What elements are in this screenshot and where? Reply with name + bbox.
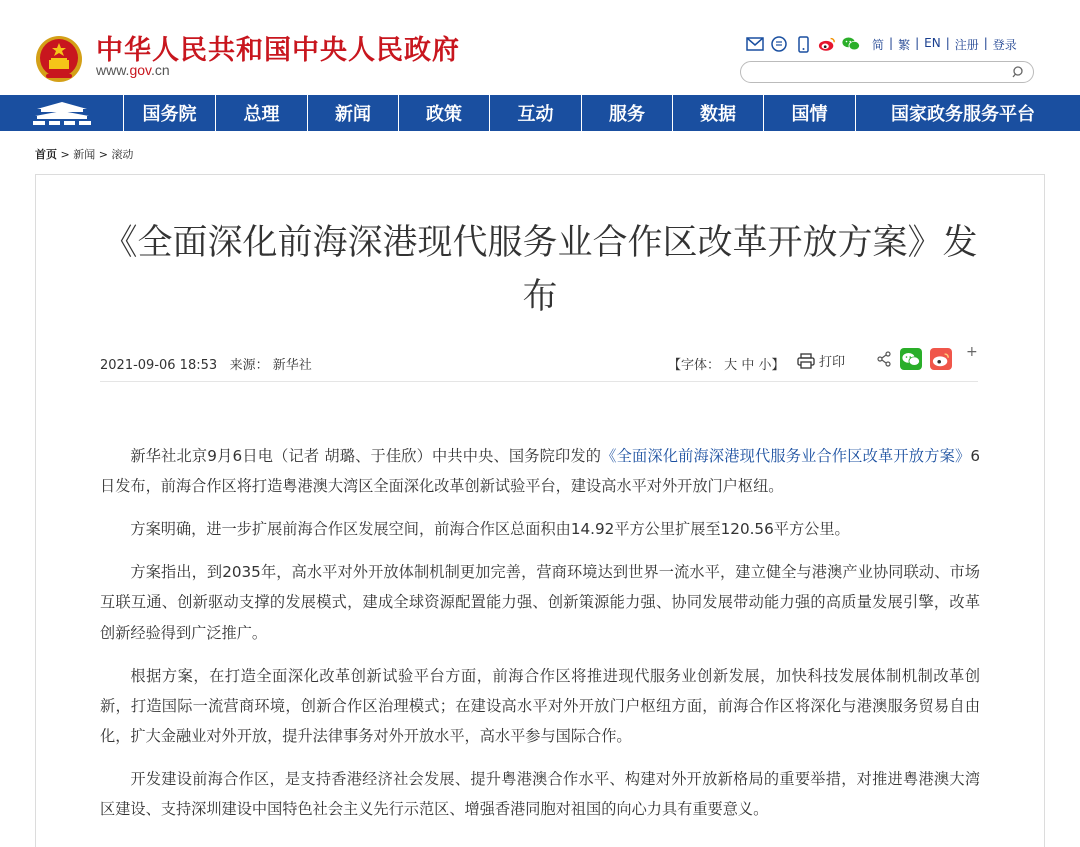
english-link[interactable]: EN: [924, 36, 941, 50]
print-label: 打印: [819, 355, 846, 370]
top-icon-bar: [746, 34, 860, 54]
paragraph: 方案明确，进一步扩展前海合作区发展空间，前海合作区总面积由14.92平方公里扩展至120.56平方公里。: [130, 520, 850, 539]
paragraph-1-lead: 新华社北京9月6日电（记者 胡璐、于佳欣）中共中央、国务院印发的: [130, 447, 602, 465]
site-url[interactable]: [96, 62, 170, 78]
more-share-button[interactable]: +: [966, 344, 978, 360]
site-url-suffix: .cn: [151, 62, 170, 78]
weibo-icon[interactable]: [818, 35, 836, 53]
font-size-control: [668, 354, 785, 373]
share-icon[interactable]: [876, 351, 892, 367]
breadcrumb-separator: >: [98, 148, 108, 161]
printer-icon: [797, 353, 815, 369]
breadcrumb-home[interactable]: 首页: [35, 148, 57, 161]
separator: |: [915, 36, 920, 50]
simplified-link[interactable]: 简: [872, 38, 885, 52]
nav-item-service[interactable]: 服务: [582, 95, 673, 131]
nav-item-news[interactable]: 新闻: [308, 95, 399, 131]
font-ctl-prefix: 【字体：: [668, 358, 721, 373]
search-input[interactable]: [751, 64, 1007, 80]
register-link[interactable]: 注册: [954, 38, 979, 52]
nav-item-premier[interactable]: 总理: [216, 95, 308, 131]
nav-item-policy[interactable]: 政策: [399, 95, 490, 131]
breadcrumb: [35, 146, 133, 162]
separator: |: [889, 36, 894, 50]
mobile-icon[interactable]: [794, 35, 812, 53]
breadcrumb-news[interactable]: 新闻: [73, 148, 96, 161]
paragraph: 开发建设前海合作区，是支持香港经济社会发展、提升粤港澳合作水平、构建对外开放新格局的重要举措，对推进粤港澳大湾区建设、支持深圳建设中国特色社会主义先行示范区、增强香港同胞对祖国的向心力具有重要意义。: [100, 770, 980, 819]
article-info: [100, 354, 312, 373]
weibo-share-icon[interactable]: [930, 348, 952, 370]
nav-item-data[interactable]: 数据: [673, 95, 764, 131]
wechat-share-icon[interactable]: [900, 348, 922, 370]
article-title: 《全面深化前海深港现代服务业合作区改革开放方案》发布: [102, 223, 978, 317]
paragraph: 方案指出，到2035年，高水平对外开放体制机制更加完善，营商环境达到世界一流水平，建立健全与港澳产业协同联动、市场互联互通、创新驱动支撑的发展模式，建成全球资源配置能力强、创新策源能力强、协同发展带动能力强的高质量发展引擎，改革创新经验得到广泛推广。: [100, 563, 980, 642]
font-size-small[interactable]: 小: [758, 358, 772, 373]
nav-home[interactable]: [0, 95, 124, 131]
site-url-domain: gov: [129, 62, 151, 78]
publish-date: 2021-09-06 18:53: [100, 358, 218, 373]
print-button[interactable]: [797, 351, 845, 370]
mail-icon[interactable]: [746, 35, 764, 53]
font-ctl-suffix: 】: [771, 358, 785, 373]
plan-document-link[interactable]: 《全面深化前海深港现代服务业合作区改革开放方案》: [601, 447, 971, 465]
nav-item-national-info[interactable]: 国情: [764, 95, 856, 131]
article-body: [100, 441, 980, 837]
message-icon[interactable]: [770, 35, 788, 53]
tiananmen-icon: [31, 100, 93, 126]
main-nav: [0, 95, 1080, 131]
site-header: [0, 0, 1080, 95]
nav-item-gov-service-platform[interactable]: 国家政务服务平台: [891, 104, 1035, 125]
share-bar: [876, 348, 952, 370]
paragraph: [100, 441, 980, 502]
breadcrumb-scroll[interactable]: 滚动: [111, 148, 134, 161]
language-links: [872, 36, 1017, 53]
site-url-prefix: www.: [96, 62, 130, 78]
wechat-icon[interactable]: [842, 35, 860, 53]
separator: |: [945, 36, 950, 50]
site-title[interactable]: 中华人民共和国中央人民政府: [96, 35, 460, 66]
nav-item-interaction[interactable]: 互动: [490, 95, 582, 131]
login-link[interactable]: 登录: [992, 38, 1017, 52]
traditional-link[interactable]: 繁: [898, 38, 911, 52]
breadcrumb-separator: >: [60, 148, 70, 161]
article-meta-bar: [100, 342, 978, 382]
search-box: [740, 61, 1034, 83]
nav-item-state-council[interactable]: 国务院: [124, 95, 216, 131]
separator: |: [983, 36, 988, 50]
font-size-large[interactable]: 大: [724, 358, 738, 373]
font-size-medium[interactable]: 中: [741, 358, 755, 373]
search-icon[interactable]: [1011, 65, 1025, 79]
source-name: 新华社: [272, 358, 312, 373]
national-emblem-icon[interactable]: [34, 34, 84, 84]
source-label: 来源：: [229, 358, 269, 373]
paragraph-1-tail: 6日发布，前海合作区将打造粤港澳大湾区全面深化改革创新试验平台，建设高水平对外开放门户枢纽。: [100, 447, 981, 496]
paragraph: 根据方案，在打造全面深化改革创新试验平台方面，前海合作区将推进现代服务业创新发展，加快科技发展体制机制改革创新，打造国际一流营商环境，创新合作区治理模式；在建设高水平对外开放门户枢纽方面，前海合作区将深化与港澳服务贸易自由化，扩大金融业对外开放，提升法律事务对外开放水平，高水平参与国际合作。: [100, 666, 980, 746]
